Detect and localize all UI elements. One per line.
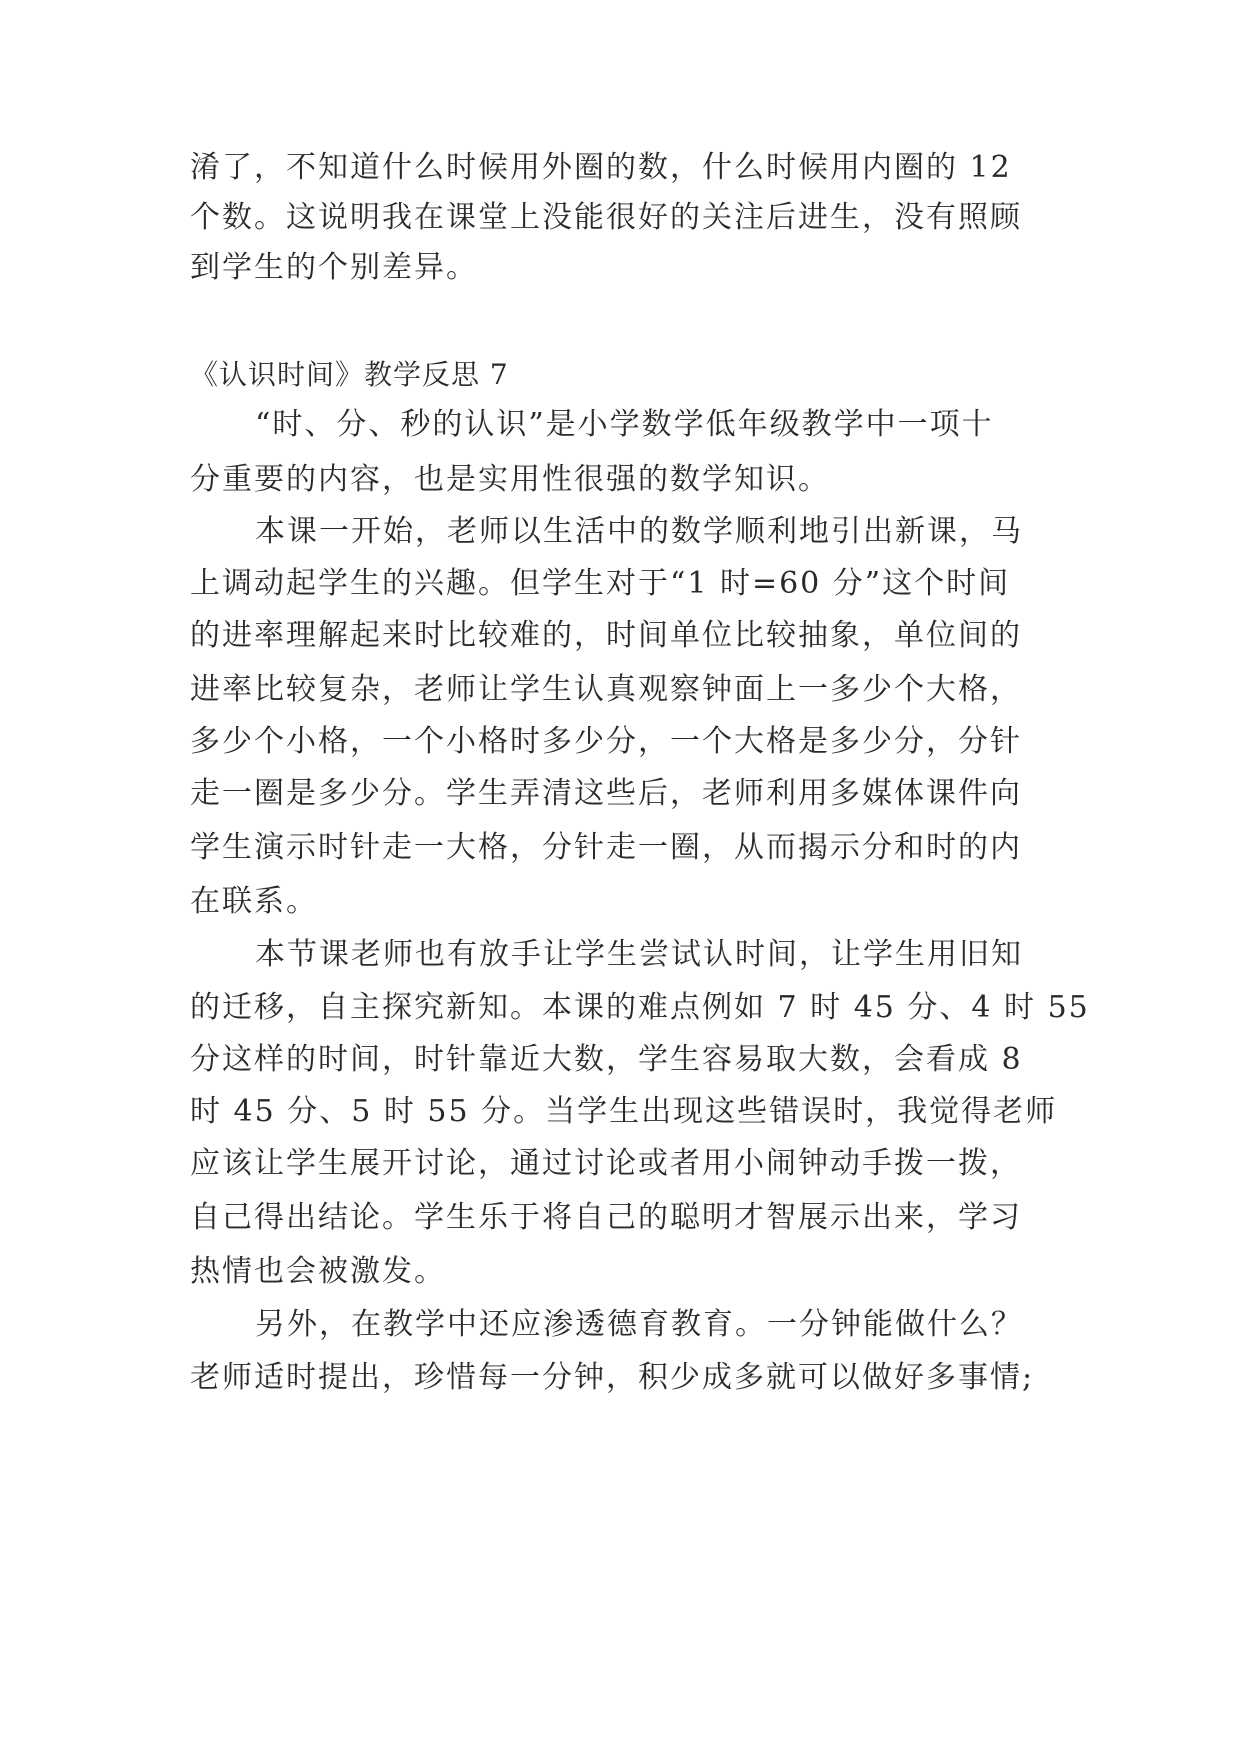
text-line: 进率比较复杂，老师让学生认真观察钟面上一多少个大格， [190,672,1022,707]
text-line: 淆了，不知道什么时候用外圈的数，什么时候用内圈的 12 [190,150,1012,185]
text-line: 本课一开始，老师以生活中的数学顺利地引出新课，马 [255,514,1023,549]
text-line: 老师适时提出，珍惜每一分钟，积少成多就可以做好多事情; [190,1360,1035,1395]
text-line: 学生演示时针走一大格，分针走一圈，从而揭示分和时的内 [190,830,1022,865]
text-line: 分这样的时间，时针靠近大数，学生容易取大数，会看成 8 [190,1042,1023,1077]
text-line: 到学生的个别差异。 [190,250,478,285]
text-line: “时、分、秒的认识”是小学数学低年级教学中一项十 [255,407,994,442]
text-line: 时 45 分、5 时 55 分。当学生出现这些错误时，我觉得老师 [190,1094,1058,1129]
text-line: 的进率理解起来时比较难的，时间单位比较抽象，单位间的 [190,618,1022,653]
text-line: 走一圈是多少分。学生弄清这些后，老师利用多媒体课件向 [190,776,1022,811]
text-line: 多少个小格，一个小格时多少分，一个大格是多少分，分针 [190,724,1022,759]
text-line: 的迁移，自主探究新知。本课的难点例如 7 时 45 分、4 时 55 [190,990,1090,1025]
section-title: 《认识时间》教学反思 7 [190,358,509,391]
text-line: 自己得出结论。学生乐于将自己的聪明才智展示出来，学习 [190,1200,1022,1235]
text-line: 应该让学生展开讨论，通过讨论或者用小闹钟动手拨一拨， [190,1146,1022,1181]
text-line: 热情也会被激发。 [190,1254,446,1289]
text-line: 个数。这说明我在课堂上没能很好的关注后进生，没有照顾 [190,200,1022,235]
text-line: 另外，在教学中还应渗透德育教育。一分钟能做什么？ [255,1307,1023,1342]
text-line: 分重要的内容，也是实用性很强的数学知识。 [190,462,830,497]
text-line: 上调动起学生的兴趣。但学生对于“1 时=60 分”这个时间 [190,566,1011,601]
text-line: 在联系。 [190,884,318,919]
text-line: 本节课老师也有放手让学生尝试认时间，让学生用旧知 [255,937,1023,972]
